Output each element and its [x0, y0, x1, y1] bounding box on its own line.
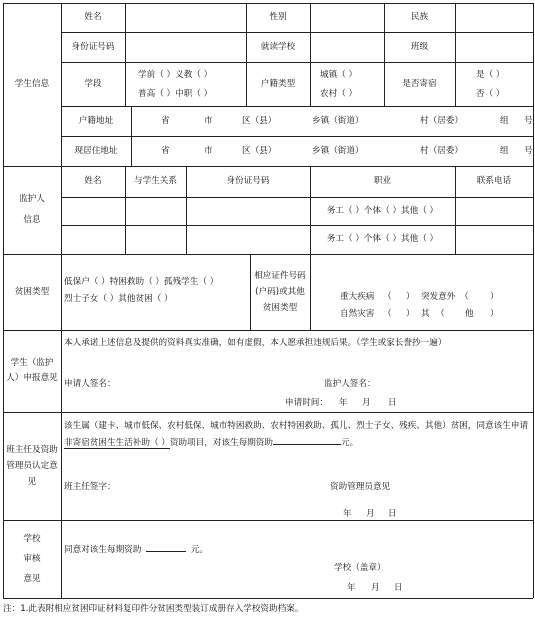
school-unit: 元。: [190, 545, 209, 555]
boarding-option-yes[interactable]: 是（ ）: [476, 70, 505, 80]
gender-label: 性别: [269, 12, 287, 22]
divider: [3, 254, 533, 255]
stage-option-1[interactable]: 学前（ ）义教（ ）: [138, 70, 213, 80]
border-bottom: [3, 598, 533, 599]
paren-close: ）: [490, 309, 499, 319]
guardian-signature-label[interactable]: 监护人签名：: [324, 379, 376, 389]
addr-township: 乡镇（街道）: [312, 146, 364, 156]
boarding-label: 是否寄宿: [402, 78, 437, 89]
border-right: [533, 3, 534, 598]
guardian-col-job: 职业: [373, 176, 392, 186]
addr-district: 区（县）: [242, 116, 277, 126]
poverty-options-line2[interactable]: 烈士子女（ ）其他贫困（ ）: [64, 294, 173, 304]
school-day: 日: [394, 583, 403, 593]
school-label-line2: 审核: [23, 553, 41, 564]
paren-open: （: [460, 292, 469, 302]
school-label-line3: 意见: [23, 573, 41, 584]
subsidy-project[interactable]: 非寄宿贫困生生活补助（ ）: [64, 438, 170, 448]
household-option-rural[interactable]: 农村（ ）: [320, 89, 358, 99]
addr-village: 村（居委）: [420, 146, 463, 156]
registered-address-label: 户籍地址: [78, 115, 114, 126]
addr-district: 区（县）: [242, 146, 277, 156]
teacher-text-unit: 元。: [341, 438, 359, 448]
divider: [61, 225, 533, 226]
admin-opinion-label[interactable]: 资助管理员意见: [330, 482, 391, 492]
divider: [125, 3, 126, 106]
guardian-section-label: [3, 166, 61, 254]
current-address-label: 现居住地址: [74, 145, 118, 156]
guardian-job-options-2[interactable]: 务工（ ）个体（ ）其他（ ）: [326, 234, 439, 244]
application-section-label: 学生（监护人）申报意见: [6, 358, 58, 383]
teacher-text-part1: 该生属（建卡、城市低保、农村低保、城市特困救助、农村特困救助、孤儿、烈士子女、残疾、其他）贫困，同意该生申请: [64, 421, 529, 431]
paren-open: （: [383, 292, 392, 302]
divider: [131, 106, 132, 166]
id-number-label: 身份证号码: [71, 41, 115, 52]
school-agree-text: [64, 541, 208, 556]
student-info-section-label: 学生信息: [14, 79, 50, 89]
divider: [455, 3, 456, 106]
school-agree-label: 同意对该生每期资助: [64, 545, 142, 555]
teacher-month: 月: [366, 509, 375, 519]
stage-option-2[interactable]: 普高（ ）中职（ ）: [138, 89, 213, 99]
disaster-label: 自然灾害: [340, 309, 375, 319]
school-month: 月: [371, 583, 380, 593]
guardian-label-line1: 监护人: [19, 194, 45, 204]
divider: [310, 3, 311, 106]
teacher-signature-label[interactable]: 班主任签字：: [64, 482, 116, 492]
guardian-col-name: 姓名: [84, 176, 102, 186]
class-label: 班级: [410, 41, 429, 52]
teacher-text-part2: 资助项目，对该生每期资助: [169, 438, 273, 448]
school-label: 就读学校: [260, 41, 296, 52]
guardian-col-id: 身份证号码: [226, 176, 270, 186]
teacher-day: 日: [388, 509, 397, 519]
school-section-label: [3, 520, 61, 598]
household-option-urban[interactable]: 城镇（ ）: [320, 70, 358, 80]
school-seal-label[interactable]: 学校（盖章）: [334, 563, 386, 573]
application-year: 年: [339, 398, 348, 408]
addr-city: 市: [204, 146, 213, 156]
addr-number: 号: [524, 146, 533, 156]
divider: [3, 412, 533, 413]
application-day: 日: [388, 398, 397, 408]
accident-label: 突发意外: [421, 292, 456, 302]
school-label-line1: 学校: [23, 533, 41, 544]
ethnicity-label: 民族: [410, 12, 429, 22]
name-label: 姓名: [84, 12, 102, 22]
addr-group: 组: [500, 146, 509, 156]
stage-label: 学段: [84, 78, 102, 89]
paren-open: （: [383, 309, 392, 319]
certificate-label: 相应证件号码(户码)或其他贫困类型: [254, 271, 306, 313]
addr-township: 乡镇（街道）: [312, 116, 364, 126]
guardian-col-relation: 与学生关系: [134, 176, 177, 186]
other-label-1: 其: [421, 309, 430, 319]
school-year: 年: [347, 583, 356, 593]
guardian-job-options-1[interactable]: 务工（ ）个体（ ）其他（ ）: [326, 205, 439, 216]
divider: [3, 520, 533, 521]
paren-close: ）: [490, 292, 499, 302]
divider: [310, 254, 311, 330]
boarding-option-no[interactable]: 否（ ）: [476, 89, 505, 99]
illness-label: 重大疾病: [340, 292, 375, 302]
poverty-options-line1[interactable]: 低保户（ ）特困救助（ ）孤残学生（ ）: [64, 277, 219, 287]
divider: [250, 254, 251, 330]
teacher-amount-blank[interactable]: [273, 434, 341, 445]
application-date-label[interactable]: 申请时间：: [285, 398, 328, 408]
addr-group: 组: [500, 116, 509, 126]
addr-city: 市: [204, 116, 213, 126]
addr-province: 省: [161, 146, 170, 156]
addr-province: 省: [161, 116, 170, 126]
footnote: 注：1.此表附相应贫困印证材料复印件分贫困类型装订成册存入学校资助档案。: [3, 604, 304, 614]
paren-close: ）: [406, 292, 415, 302]
addr-village: 村（居委）: [420, 116, 463, 126]
divider: [61, 197, 533, 198]
other-label-2: 他: [465, 309, 474, 319]
application-month: 月: [362, 398, 371, 408]
applicant-signature-label[interactable]: 申请人签名：: [64, 379, 116, 389]
teacher-opinion-text: [64, 418, 530, 451]
paren-close: ）: [406, 309, 415, 319]
paren-open: （: [436, 309, 445, 319]
guardian-col-phone: 联系电话: [476, 176, 512, 186]
divider: [3, 330, 533, 331]
addr-number: 号: [524, 116, 533, 126]
guardian-label-line2: 信息: [23, 215, 41, 225]
school-amount-blank[interactable]: [146, 541, 186, 552]
teacher-section-label: 班主任及资助管理员认定意见: [6, 445, 58, 487]
household-type-label: 户籍类型: [260, 78, 296, 89]
teacher-year: 年: [343, 509, 352, 519]
application-statement: 本人承诺上述信息及提供的资料真实准确，如有虚假，本人愿承担违规后果。（学生或家长誊抄一遍）: [64, 338, 447, 348]
poverty-section-label: 贫困类型: [14, 286, 50, 297]
